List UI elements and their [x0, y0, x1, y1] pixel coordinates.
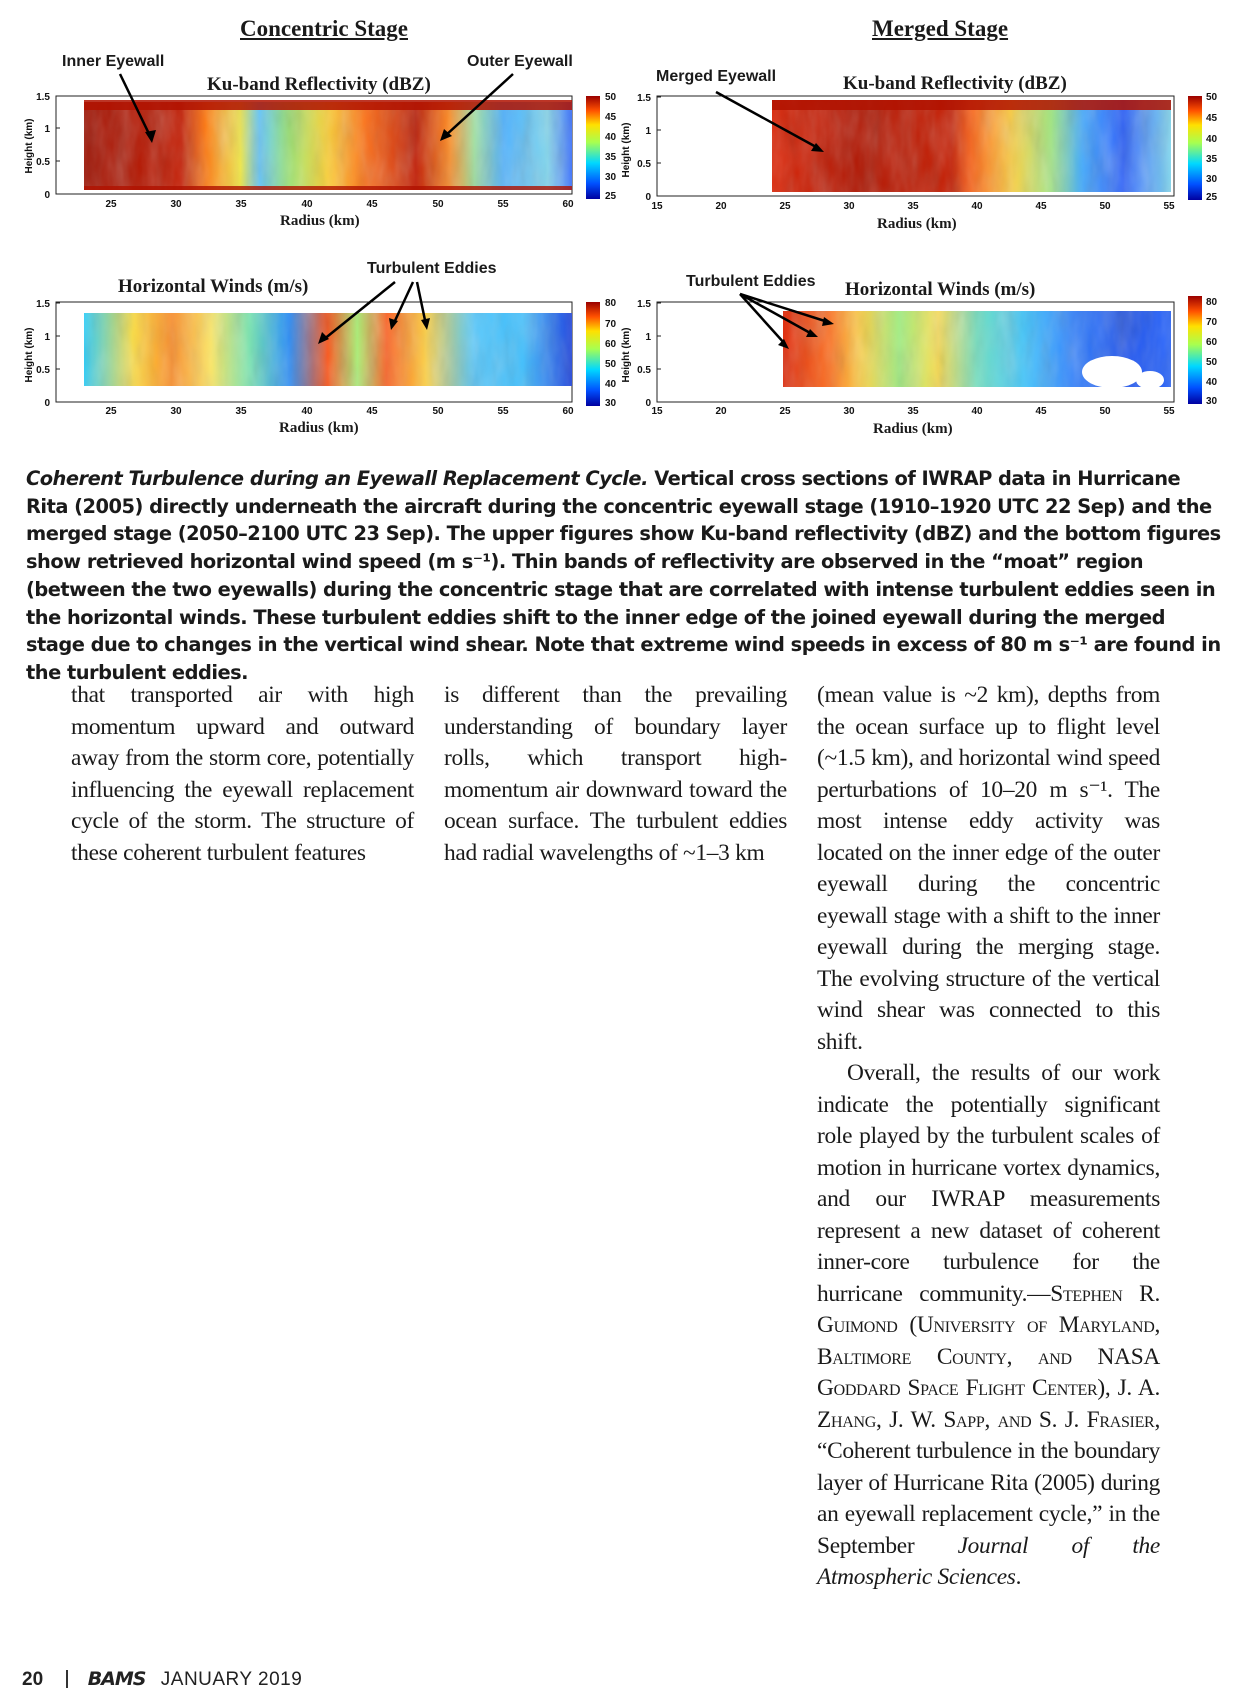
svg-text:0: 0 — [645, 398, 651, 409]
svg-text:0.5: 0.5 — [637, 365, 651, 376]
svg-text:Height (km): Height (km) — [24, 327, 35, 383]
svg-text:0.5: 0.5 — [36, 365, 50, 376]
xticks — [105, 406, 574, 417]
svg-text:55: 55 — [1163, 406, 1175, 417]
svg-text:40: 40 — [605, 379, 617, 390]
caption-body: Vertical cross sections of IWRAP data in Hurricane Rita (2005) directly underneath the aircraft during the concentric eyewall stage (1910–1920 UTC 22 Sep) and the merged stage (2050–2100 UTC 23 Sep). The upper figures show Ku-band reflectivity (dBZ) and the bottom figures show retrieved horizontal wind speed (m s⁻¹). Thin bands of reflectivity are observed in the “moat” region (between the two eyewalls) during the concentric stage that are correlated with intense turbulent eddies seen in the horizontal winds. These turbulent eddies shift to the inner edge of the joined eyewall during the merged stage due to changes in the vertical wind shear. Note that extreme wind speeds in excess of 80 m s⁻¹ are found in the turbulent eddies. — [26, 467, 1221, 684]
svg-text:50: 50 — [1099, 201, 1111, 212]
svg-text:30: 30 — [843, 406, 855, 417]
svg-text:1: 1 — [44, 332, 50, 343]
merged-stage-title: Merged Stage — [872, 16, 1009, 41]
paragraph: (mean value is ~2 km), depths from the ocean surface up to flight level (~1.5 km), and horizontal wind speed perturbations of 10–20 m s⁻¹. The most intense eddy activity was located on the inner edge of the outer eyewall during the concentric eyewall stage with a shift to the inner eyewall during the merging stage. The evolving structure of the vertical wind shear was connected to this shift. — [817, 682, 1160, 1055]
svg-text:80: 80 — [1206, 297, 1218, 308]
svg-text:40: 40 — [971, 201, 983, 212]
svg-text:0: 0 — [645, 192, 651, 203]
concentric-winds-xlabel: Radius (km) — [279, 420, 359, 436]
svg-text:1.5: 1.5 — [36, 299, 50, 310]
svg-text:1.5: 1.5 — [637, 299, 651, 310]
merged-winds-panel — [621, 294, 1218, 417]
svg-text:25: 25 — [105, 406, 117, 417]
merged-eyewall-label: Merged Eyewall — [656, 68, 777, 85]
svg-text:Height (km): Height (km) — [621, 327, 632, 383]
concentric-reflectivity-title: Ku-band Reflectivity (dBZ) — [207, 74, 431, 95]
svg-text:30: 30 — [170, 199, 182, 210]
svg-text:30: 30 — [843, 201, 855, 212]
author-list: Stephen R. Guimond (University of Maryland, Baltimore County, and NASA Goddard Space Flight Center), J. A. Zhang, J. W. Sapp, and S. J. Frasier — [817, 1280, 1161, 1433]
svg-text:45: 45 — [1206, 113, 1218, 124]
xticks — [651, 201, 1175, 212]
svg-text:25: 25 — [105, 199, 117, 210]
ytick: 1 — [44, 124, 50, 135]
merged-winds-title: Horizontal Winds (m/s) — [845, 279, 1036, 300]
svg-text:40: 40 — [301, 406, 313, 417]
concentric-winds-panel — [24, 282, 617, 417]
svg-text:0: 0 — [44, 398, 50, 409]
ylabel: Height (km) — [24, 118, 35, 174]
svg-text:20: 20 — [715, 406, 727, 417]
svg-text:1: 1 — [645, 332, 651, 343]
concentric-stage-title: Concentric Stage — [240, 16, 408, 41]
svg-text:80: 80 — [605, 298, 617, 309]
svg-text:60: 60 — [1206, 337, 1218, 348]
svg-text:20: 20 — [715, 201, 727, 212]
bams-logo: BAMS — [87, 1668, 146, 1690]
svg-text:25: 25 — [605, 191, 617, 202]
merged-reflectivity-xlabel: Radius (km) — [877, 216, 957, 232]
figure-plots — [0, 0, 1252, 450]
svg-text:40: 40 — [605, 132, 617, 143]
svg-text:30: 30 — [605, 172, 617, 183]
page-number: 20 — [22, 1669, 44, 1690]
text-column-3 — [817, 680, 1160, 1594]
svg-text:25: 25 — [1206, 192, 1218, 203]
svg-text:35: 35 — [235, 406, 247, 417]
issue-date: JANUARY 2019 — [160, 1669, 303, 1690]
svg-text:50: 50 — [432, 406, 444, 417]
svg-text:60: 60 — [562, 406, 574, 417]
svg-text:60: 60 — [562, 199, 574, 210]
merged-winds-xlabel: Radius (km) — [873, 421, 953, 437]
paragraph: is different than the prevailing understanding of boundary layer rolls, which transport high-momentum air downward toward the ocean surface. The turbulent eddies had radial wavelengths of ~1–3 km — [444, 682, 787, 866]
svg-text:15: 15 — [651, 406, 663, 417]
merged-eddies-label: Turbulent Eddies — [686, 273, 816, 290]
svg-text:45: 45 — [366, 406, 378, 417]
svg-text:70: 70 — [1206, 317, 1218, 328]
svg-text:45: 45 — [1035, 406, 1047, 417]
merged-reflectivity-panel — [621, 92, 1218, 212]
ytick: 0 — [44, 190, 50, 201]
svg-text:55: 55 — [497, 406, 509, 417]
paragraph: Overall, the results of our work indicate the potentially significant role played by the turbulent scales of motion in hurricane vortex dynamics, and our IWRAP measurements represent a new dataset of coherent inner-core turbulence for the hurricane community.—Stephen R. Guimond (University of Maryland, Baltimore County, and NASA Goddard Space Flight Center), J. A. Zhang, J. W. Sapp, and S. J. Frasier, “Coherent turbulence in the boundary layer of Hurricane Rita (2005) during an eyewall replacement cycle,” in the September Journal of the Atmospheric Sciences. — [817, 1060, 1161, 1590]
svg-text:40: 40 — [1206, 377, 1218, 388]
svg-text:30: 30 — [1206, 396, 1218, 407]
svg-text:50: 50 — [1099, 406, 1111, 417]
outer-eyewall-label: Outer Eyewall — [467, 53, 573, 70]
svg-text:1: 1 — [645, 126, 651, 137]
concentric-reflectivity-xlabel: Radius (km) — [280, 213, 360, 229]
svg-text:Height (km): Height (km) — [621, 122, 632, 178]
svg-text:50: 50 — [1206, 357, 1218, 368]
svg-text:50: 50 — [432, 199, 444, 210]
svg-text:45: 45 — [605, 112, 617, 123]
svg-text:35: 35 — [907, 201, 919, 212]
text-column-2 — [444, 680, 787, 869]
svg-text:1.5: 1.5 — [637, 93, 651, 104]
merged-reflectivity-title: Ku-band Reflectivity (dBZ) — [843, 73, 1067, 94]
svg-text:70: 70 — [605, 319, 617, 330]
ytick: 1.5 — [36, 92, 50, 103]
svg-text:30: 30 — [605, 398, 617, 409]
paragraph: that transported air with high momentum upward and outward away from the storm core, potentially influencing the eyewall replacement cycle of the storm. The structure of these coherent turbulent features — [71, 682, 414, 866]
svg-text:35: 35 — [235, 199, 247, 210]
svg-text:45: 45 — [1035, 201, 1047, 212]
svg-text:40: 40 — [1206, 134, 1218, 145]
svg-text:30: 30 — [1206, 174, 1218, 185]
svg-text:40: 40 — [971, 406, 983, 417]
svg-text:45: 45 — [366, 199, 378, 210]
svg-text:15: 15 — [651, 201, 663, 212]
svg-text:25: 25 — [779, 406, 791, 417]
concentric-eddies-label: Turbulent Eddies — [367, 260, 497, 277]
svg-text:35: 35 — [1206, 154, 1218, 165]
xticks — [651, 406, 1175, 417]
svg-text:30: 30 — [170, 406, 182, 417]
page-footer — [22, 1668, 302, 1691]
caption-title: Coherent Turbulence during an Eyewall Replacement Cycle. — [26, 467, 648, 490]
journal-name: Journal of the Atmospheric Sciences — [817, 1532, 1161, 1590]
ytick: 0.5 — [36, 157, 50, 168]
svg-text:50: 50 — [605, 92, 617, 103]
figure-caption — [26, 465, 1224, 687]
svg-text:50: 50 — [1206, 92, 1218, 103]
inner-eyewall-label: Inner Eyewall — [62, 53, 165, 70]
svg-text:0.5: 0.5 — [637, 159, 651, 170]
text-column-1 — [71, 680, 414, 869]
svg-text:50: 50 — [605, 359, 617, 370]
svg-text:55: 55 — [497, 199, 509, 210]
svg-text:35: 35 — [605, 152, 617, 163]
svg-text:25: 25 — [779, 201, 791, 212]
svg-text:40: 40 — [301, 199, 313, 210]
svg-text:35: 35 — [907, 406, 919, 417]
svg-text:60: 60 — [605, 339, 617, 350]
concentric-reflectivity-panel — [24, 74, 617, 210]
svg-text:55: 55 — [1163, 201, 1175, 212]
xticks — [105, 199, 574, 210]
concentric-winds-title: Horizontal Winds (m/s) — [118, 276, 309, 297]
footer-divider — [66, 1670, 68, 1688]
